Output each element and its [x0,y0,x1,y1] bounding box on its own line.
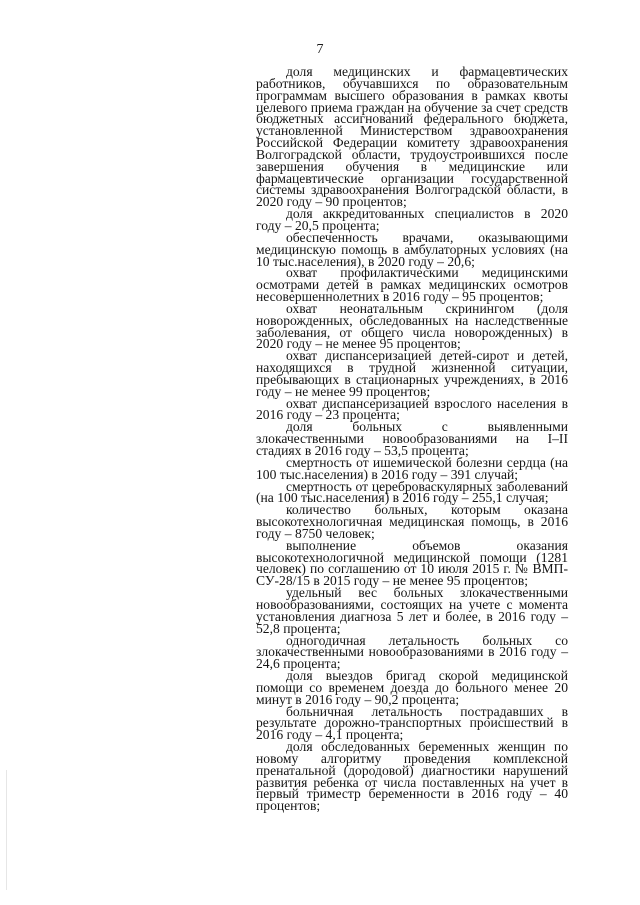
scan-edge-mark [6,770,7,890]
paragraph: количество больных, которым оказана высокотехнологичная медицинская помощь, в 2016 году – 8750 человек; [256,502,568,541]
paragraph: доля выездов бригад скорой медицинской помощи со временем доезда до больного менее 20 минут в 2016 году – 90,2 процента; [256,668,568,707]
paragraph: доля аккредитованных специалистов в 2020 году – 20,5 процента; [256,206,568,233]
paragraph: охват диспансеризацией детей-сирот и детей, находящихся в трудной жизненной ситуации, пребывающих в стационарных учреждениях, в 2016 году – не менее 99 процентов; [256,348,568,399]
paragraph: доля обследованных беременных женщин по новому алгоритму проведения комплексной пренатальной (дородовой) диагностики нарушений развития ребенка от числа поставленных на учет в первый триместр беременности в 2016 году – 40 процентов; [256,739,568,814]
paragraph: охват профилактическими медицинскими осмотрами детей в рамках медицинских осмотров несовершеннолетних в 2016 году – 95 процентов; [256,265,568,305]
paragraph: охват диспансеризацией взрослого населения в 2016 году – 23 процента; [256,395,568,423]
page-number: 7 [316,42,324,57]
paragraph: доля медицинских и фармацевтических работников, обучавшихся по образовательным программам высшего образования в рамках квоты целевого приема граждан на обучение за счет средств бюджетных ассигнований федерального бюджета, установленной Министерством здравоохранения Российской Федерации комитету здравоохранения Волгоградской области, трудоустроившихся после завершения обучения в медицинские или фармацевтические организации государственной системы здравоохранения Волгоградской области, в 2020 году – 90 процентов; [256,64,568,210]
body-text [256,66,568,812]
paragraph: одногодичная летальность больных со злокачественными новообразованиями в 2016 году – 24,6 процента; [256,632,568,672]
paragraph: смертность от ишемической болезни сердца (на 100 тыс.населения) в 2016 году – 391 случай; [256,454,568,482]
paragraph: удельный вес больных злокачественными новообразованиями, состоящих на учете с момента установления диагноза 5 лет и более, в 2016 году – 52,8 процента; [256,585,568,636]
paragraph: выполнение объемов оказания высокотехнологичной медицинской помощи (1281 человек) по соглашению от 10 июля 2015 г. № ВМП-СУ-28/15 в 2015 году – не менее 95 процентов; [256,537,568,589]
paragraph: охват неонатальным скринингом (доля новорожденных, обследованных на наследственные заболевания, от общего числа новорожденных) в 2020 году – не менее 95 процентов; [256,300,568,352]
paragraph: больничная летальность пострадавших в результате дорожно-транспортных происшествий в 2016 году – 4,1 процента; [256,703,568,743]
paragraph: смертность от цереброваскулярных заболеваний (на 100 тыс.населения) в 2016 году – 255,1 случая; [256,478,568,506]
paragraph: доля больных с выявленными злокачественными новообразованиями на I–II стадиях в 2016 году – 53,5 процента; [256,419,568,458]
paragraph: обеспеченность врачами, оказывающими медицинскую помощь в амбулаторных условиях (на 10 тыс.населения), в 2020 году – 20,6; [256,229,568,269]
